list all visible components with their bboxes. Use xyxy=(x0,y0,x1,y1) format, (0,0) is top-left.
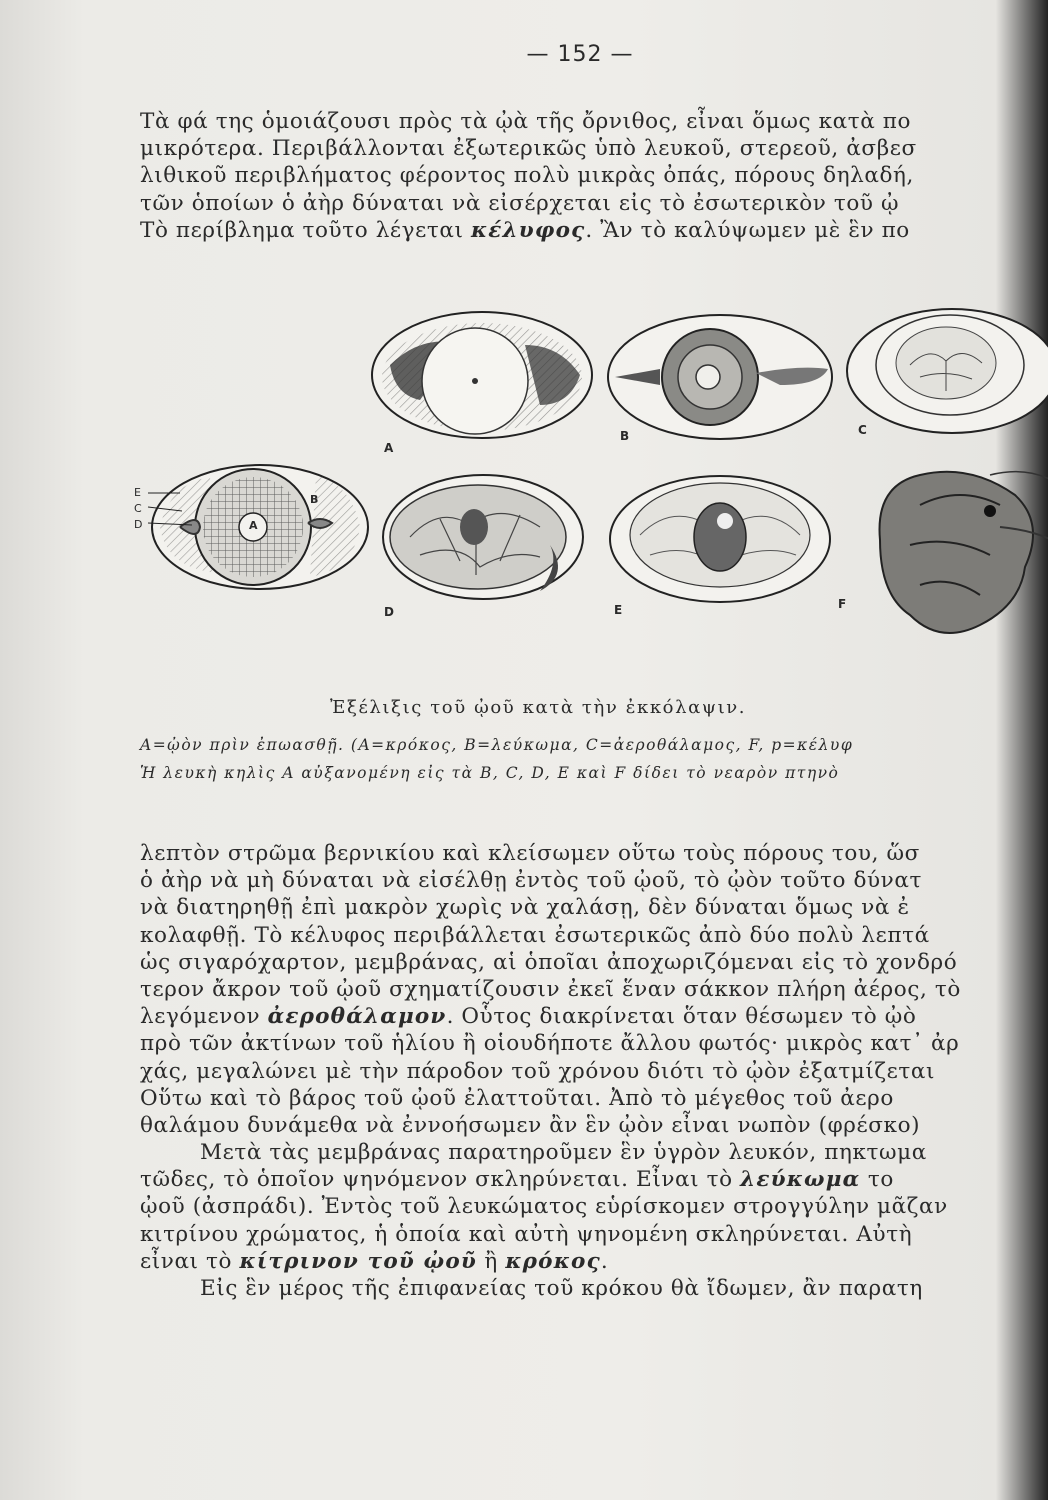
text-fragment: . Ἂν τὸ καλύψωμεν μὲ ἓν πο xyxy=(585,217,910,243)
egg-c-illustration xyxy=(847,309,1048,433)
text-line: μικρότερα. Περιβάλλονται ἐξωτερικῶς ὑπὸ λευκοῦ, στερεοῦ, ἀσβεσ xyxy=(140,136,917,162)
white-label: B xyxy=(310,493,319,506)
egg-d-illustration xyxy=(383,475,583,599)
text-fragment: το xyxy=(860,1167,894,1193)
text-fragment: εἶναι τὸ xyxy=(140,1248,240,1274)
text-line: Εἰς ἓν μέρος τῆς ἐπιφανείας τοῦ κρόκου θὰ ἴδωμεν, ἂν παρατη xyxy=(200,1276,923,1301)
page-number: — 152 — xyxy=(526,42,634,67)
text-line: Οὕτω καὶ τὸ βάρος τοῦ ᾠοῦ ἐλαττοῦται. Ἀπὸ τὸ μέγεθος τοῦ ἀερο xyxy=(140,1085,894,1111)
side-label-e: E xyxy=(134,486,141,499)
text-line: πρὸ τῶν ἀκτίνων τοῦ ἡλίου ἢ οἱουδήποτε ἄλλου φωτός· μικρὸς κατ᾽ ἀρ xyxy=(140,1031,960,1057)
egg-a-illustration xyxy=(372,312,592,438)
text-line: θαλάμου δυνάμεθα νὰ ἐννοήσωμεν ἂν ἓν ᾠὸν εἶναι νωπὸν (φρέσκο) xyxy=(140,1112,921,1138)
text-line: χάς, μεγαλώνει μὲ τὴν πάροδον τοῦ χρόνου διότι τὸ ᾠὸν ἐξατμίζεται xyxy=(140,1058,936,1084)
text-line xyxy=(140,1248,1048,1275)
egg-structure-illustration xyxy=(152,465,368,589)
text-line xyxy=(140,1166,1048,1193)
body-paragraph xyxy=(140,840,1048,1302)
egg-b-illustration xyxy=(608,315,832,439)
text-line: Μετὰ τὰς μεμβράνας παρατηροῦμεν ἓν ὑγρὸν λευκόν, πηκτωμα xyxy=(200,1140,927,1166)
text-line: Τὰ φά της ὁμοιάζουσι πρὸς τὰ ᾠὰ τῆς ὄρνιθος, εἶναι ὅμως κατὰ πο xyxy=(140,109,912,134)
term-kitrinon: κίτρινον τοῦ ᾠοῦ xyxy=(239,1248,477,1274)
text-line: λιθικοῦ περιβλήματος φέροντος πολὺ μικρὰς ὀπάς, πόρους δηλαδή, xyxy=(140,163,914,189)
text-line xyxy=(140,217,1048,244)
text-fragment: Τὸ περίβλημα τοῦτο λέγεται xyxy=(140,217,471,243)
yolk-label: A xyxy=(249,519,258,532)
figure-legend-line-2: Ἡ λευκὴ κηλὶς A αὐξανομένη εἰς τὰ B, C, D, E καὶ F δίδει τὸ νεαρὸν πτηνὸ xyxy=(140,764,840,782)
egg-development-figure xyxy=(120,305,1048,690)
figure-label-d: D xyxy=(384,605,394,619)
text-fragment: . xyxy=(600,1248,609,1274)
text-line: ὡς σιγαρόχαρτον, μεμβράνας, αἱ ὁποῖαι ἀποχωριζόμεναι εἰς τὸ χονδρό xyxy=(140,949,958,975)
figure-caption: Ἐξέλιξις τοῦ ᾠοῦ κατὰ τὴν ἐκκόλαψιν. xyxy=(330,697,747,718)
text-line: ὁ ἀὴρ νὰ μὴ δύναται νὰ εἰσέλθῃ ἐντὸς τοῦ ᾠοῦ, τὸ ᾠὸν τοῦτο δύνατ xyxy=(140,868,922,894)
text-line: νὰ διατηρηθῇ ἐπὶ μακρὸν χωρὶς νὰ χαλάσῃ, δὲν δύναται ὅμως νὰ ἐ xyxy=(140,895,910,921)
text-line: λεπτὸν στρῶμα βερνικίου καὶ κλείσωμεν οὕτω τοὺς πόρους του, ὥσ xyxy=(140,841,920,866)
figure-label-e: E xyxy=(614,603,623,617)
figure-label-b: B xyxy=(620,429,630,443)
figure-label-a: A xyxy=(384,441,394,455)
term-krokos: κρόκος xyxy=(505,1248,601,1274)
side-label-d: D xyxy=(134,518,143,531)
term-aerothalamos: ἀεροθάλαμον xyxy=(267,1004,447,1030)
text-line: κιτρίνου χρώματος, ἡ ὁποία καὶ αὐτὴ ψηνομένη σκληρύνεται. Αὐτὴ xyxy=(140,1221,913,1247)
text-line: τῶν ὁποίων ὁ ἀὴρ δύναται νὰ εἰσέρχεται εἰς τὸ ἐσωτερικὸν τοῦ ᾠ xyxy=(140,190,900,216)
text-line xyxy=(140,1003,1048,1030)
figure-label-f: F xyxy=(838,597,847,611)
chick-f-illustration xyxy=(880,472,1048,633)
egg-e-illustration xyxy=(610,476,830,602)
text-fragment: τῶδες, τὸ ὁποῖον ψηνόμενον σκληρύνεται. Εἶναι τὸ xyxy=(140,1167,741,1193)
term-kelyfos: κέλυφος xyxy=(470,217,586,243)
figure-label-c: C xyxy=(858,423,867,437)
term-leukoma: λεύκωμα xyxy=(740,1167,861,1193)
text-fragment: ἢ xyxy=(477,1248,506,1274)
text-line: ᾠοῦ (ἀσπράδι). Ἐντὸς τοῦ λευκώματος εὑρίσκομεν στρογγύλην μᾶζαν xyxy=(140,1194,948,1220)
text-fragment: . Οὗτος διακρίνεται ὅταν θέσωμεν τὸ ᾠὸ xyxy=(446,1004,917,1030)
text-fragment: λεγόμενον xyxy=(140,1004,268,1030)
text-line: τερον ἄκρον τοῦ ᾠοῦ σχηματίζουσιν ἐκεῖ ἕναν σάκκον πλήρη ἀέρος, τὸ xyxy=(140,976,961,1002)
text-line: κολαφθῇ. Τὸ κέλυφος περιβάλλεται ἐσωτερικῶς ἀπὸ δύο πολὺ λεπτά xyxy=(140,922,930,948)
egg-illustrations xyxy=(120,305,1048,690)
intro-paragraph xyxy=(140,108,1048,244)
side-label-c: C xyxy=(134,502,142,515)
figure-legend-line-1: A=ᾠὸν πρὶν ἐπωασθῇ. (A=κρόκος, B=λεύκωμα, C=ἀεροθάλαμος, F, p=κέλυφ xyxy=(140,736,854,754)
